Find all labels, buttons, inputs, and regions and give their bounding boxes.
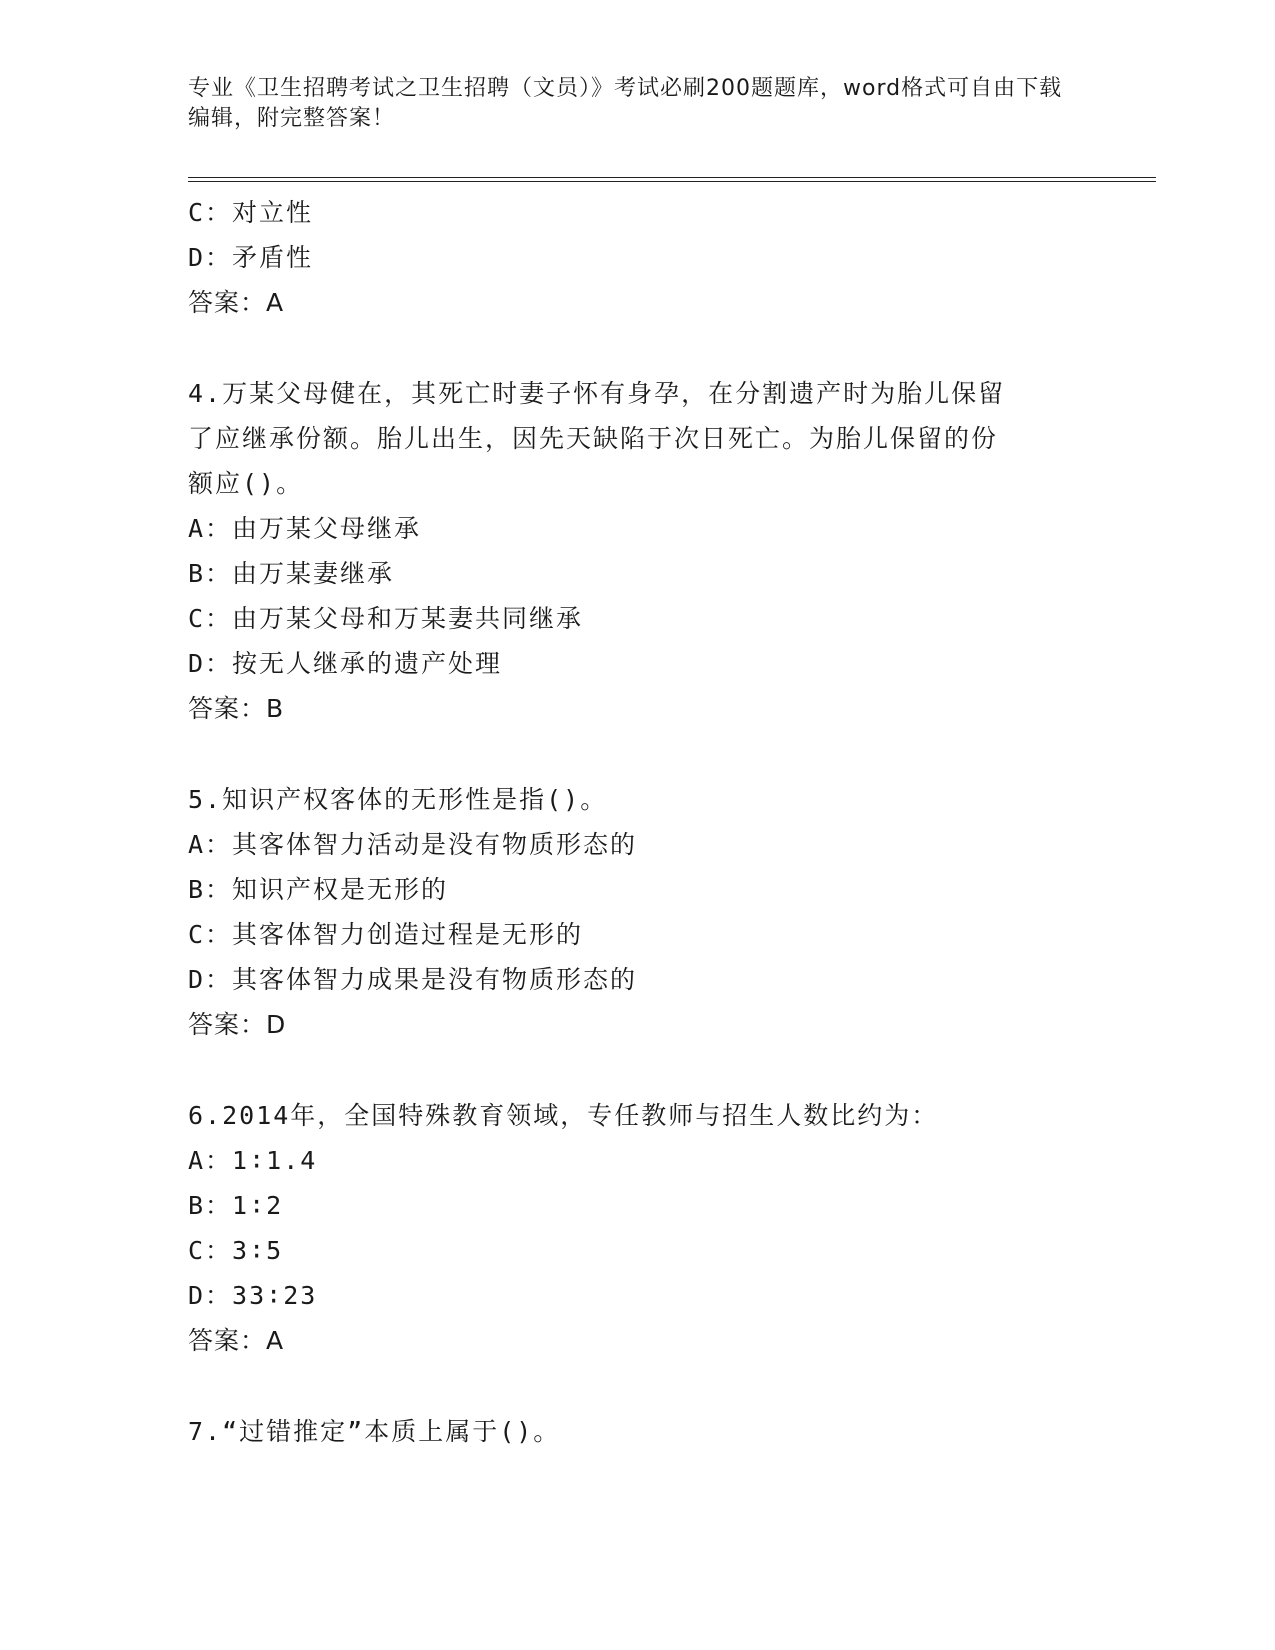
question-6 [188, 1093, 1088, 1363]
question-7 [188, 1409, 1088, 1454]
option-a: A：其客体智力活动是没有物质形态的 [188, 830, 638, 859]
option-c: C：其客体智力创造过程是无形的 [188, 920, 584, 949]
question-4 [188, 371, 1088, 731]
header-note: 专业《卫生招聘考试之卫生招聘（文员）》考试必刷200题题库，word格式可自由下载编辑，附完整答案！ [188, 76, 1063, 131]
option-b: B：知识产权是无形的 [188, 875, 449, 904]
question-stem-line: 额应()。 [188, 469, 304, 498]
option-a: A：由万某父母继承 [188, 514, 422, 543]
option-d: D：按无人继承的遗产处理 [188, 649, 503, 678]
question-5 [188, 777, 1088, 1047]
option-b: B：由万某妻继承 [188, 559, 395, 588]
option-c: C：3∶5 [188, 1236, 284, 1265]
answer-line: 答案：A [188, 1326, 285, 1355]
answer-line: 答案：A [188, 288, 285, 317]
question-list [188, 190, 1088, 1454]
option-c: C：对立性 [188, 198, 314, 227]
question-stem: 5.知识产权客体的无形性是指()。 [188, 785, 608, 814]
option-d: D：其客体智力成果是没有物质形态的 [188, 965, 638, 994]
option-d: D：33∶23 [188, 1281, 318, 1310]
question-3-tail [188, 190, 1088, 325]
question-stem-line: 4.万某父母健在，其死亡时妻子怀有身孕，在分割遗产时为胎儿保留 [188, 379, 1006, 408]
option-b: B：1∶2 [188, 1191, 284, 1220]
option-c: C：由万某父母和万某妻共同继承 [188, 604, 584, 633]
question-stem: 7.“过错推定”本质上属于()。 [188, 1417, 561, 1446]
option-a: A：1∶1.4 [188, 1146, 318, 1175]
question-stem-line: 了应继承份额。胎儿出生，因先天缺陷于次日死亡。为胎儿保留的份 [188, 424, 999, 453]
header-rule-bottom [188, 181, 1156, 182]
header-rule-top [188, 177, 1156, 178]
option-d: D：矛盾性 [188, 243, 314, 272]
answer-line: 答案：B [188, 694, 285, 723]
question-stem: 6.2014年，全国特殊教育领域，专任教师与招生人数比约为： [188, 1101, 939, 1130]
answer-line: 答案：D [188, 1010, 287, 1039]
